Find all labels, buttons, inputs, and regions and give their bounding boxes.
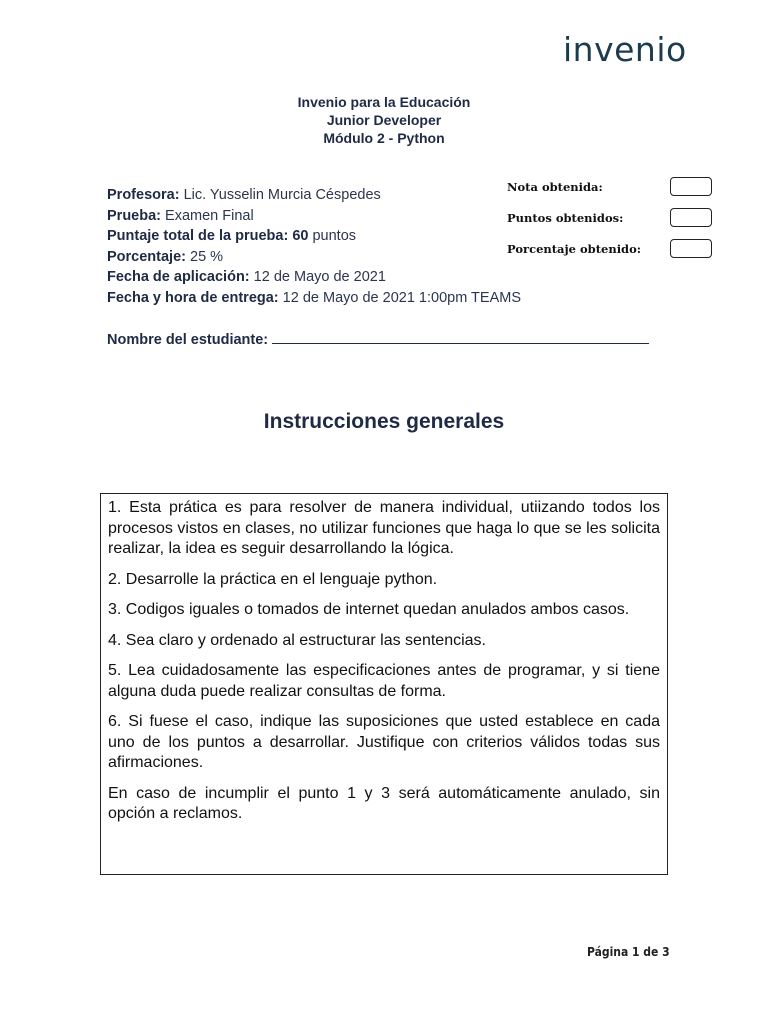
nota-row bbox=[507, 176, 717, 207]
instruction-item: 4. Sea claro y ordenado al estructurar las sentencias. bbox=[108, 631, 486, 649]
student-name-label: Nombre del estudiante: bbox=[107, 332, 269, 348]
instruction-item: En caso de incumplir el punto 1 y 3 será automáticamente anulado, sin opción a reclamos. bbox=[108, 784, 660, 822]
nota-box[interactable] bbox=[670, 177, 712, 196]
instructions-box bbox=[100, 493, 668, 875]
section-title: Instrucciones generales bbox=[263, 410, 505, 433]
puntos-label: Puntos obtenidos: bbox=[507, 211, 624, 225]
puntaje-row: Puntaje total de la prueba: 60 puntos bbox=[107, 228, 357, 244]
fecha-aplicacion-row: Fecha de aplicación: 12 de Mayo de 2021 bbox=[107, 269, 386, 285]
exam-info bbox=[107, 185, 521, 308]
institution-title: Invenio para la Educación bbox=[297, 94, 471, 110]
fecha-entrega-row: Fecha y hora de entrega: 12 de Mayo de 2021 1:00pm TEAMS bbox=[107, 289, 521, 306]
porcentaje-obtenido-box[interactable] bbox=[670, 239, 712, 258]
instruction-item: 2. Desarrolle la práctica en el lenguaje python. bbox=[108, 570, 438, 588]
instruction-item: 6. Si fuese el caso, indique las suposiciones que usted establece en cada uno de los puntos a desarrollar. Justifique con criterios válidos todas sus afirmaciones. bbox=[108, 713, 660, 771]
instruction-item: 1. Esta prática es para resolver de manera individual, utiizando todos los procesos vistos en clases, no utilizar funciones que haga lo que se les solicita realizar, la idea es seguir desarrollando la lógica. bbox=[108, 499, 660, 557]
porcentaje-row: Porcentaje: 25 % bbox=[107, 248, 224, 265]
course-title: Junior Developer bbox=[326, 112, 442, 128]
student-name-line[interactable] bbox=[272, 329, 649, 344]
page-number: Página 1 de 3 bbox=[587, 945, 670, 959]
score-panel bbox=[507, 176, 717, 269]
document-header bbox=[0, 93, 768, 147]
instruction-item: 5. Lea cuidadosamente las especificaciones antes de programar, y si tiene alguna duda puede realizar consultas de forma. bbox=[108, 662, 660, 700]
puntos-box[interactable] bbox=[670, 208, 712, 227]
puntos-row bbox=[507, 207, 717, 238]
prueba-row: Prueba: Examen Final bbox=[107, 207, 254, 224]
module-title: Módulo 2 - Python bbox=[323, 130, 445, 146]
profesora-row: Profesora: Lic. Yusselin Murcia Céspedes bbox=[107, 187, 381, 203]
porcentaje-obtenido-row bbox=[507, 238, 717, 269]
porcentaje-obtenido-label: Porcentaje obtenido: bbox=[507, 242, 642, 256]
student-name-field bbox=[107, 329, 649, 348]
invenio-logo: invenio bbox=[563, 30, 687, 69]
instruction-item: 3. Codigos iguales o tomados de internet quedan anulados ambos casos. bbox=[108, 601, 630, 618]
nota-label: Nota obtenida: bbox=[507, 180, 603, 194]
